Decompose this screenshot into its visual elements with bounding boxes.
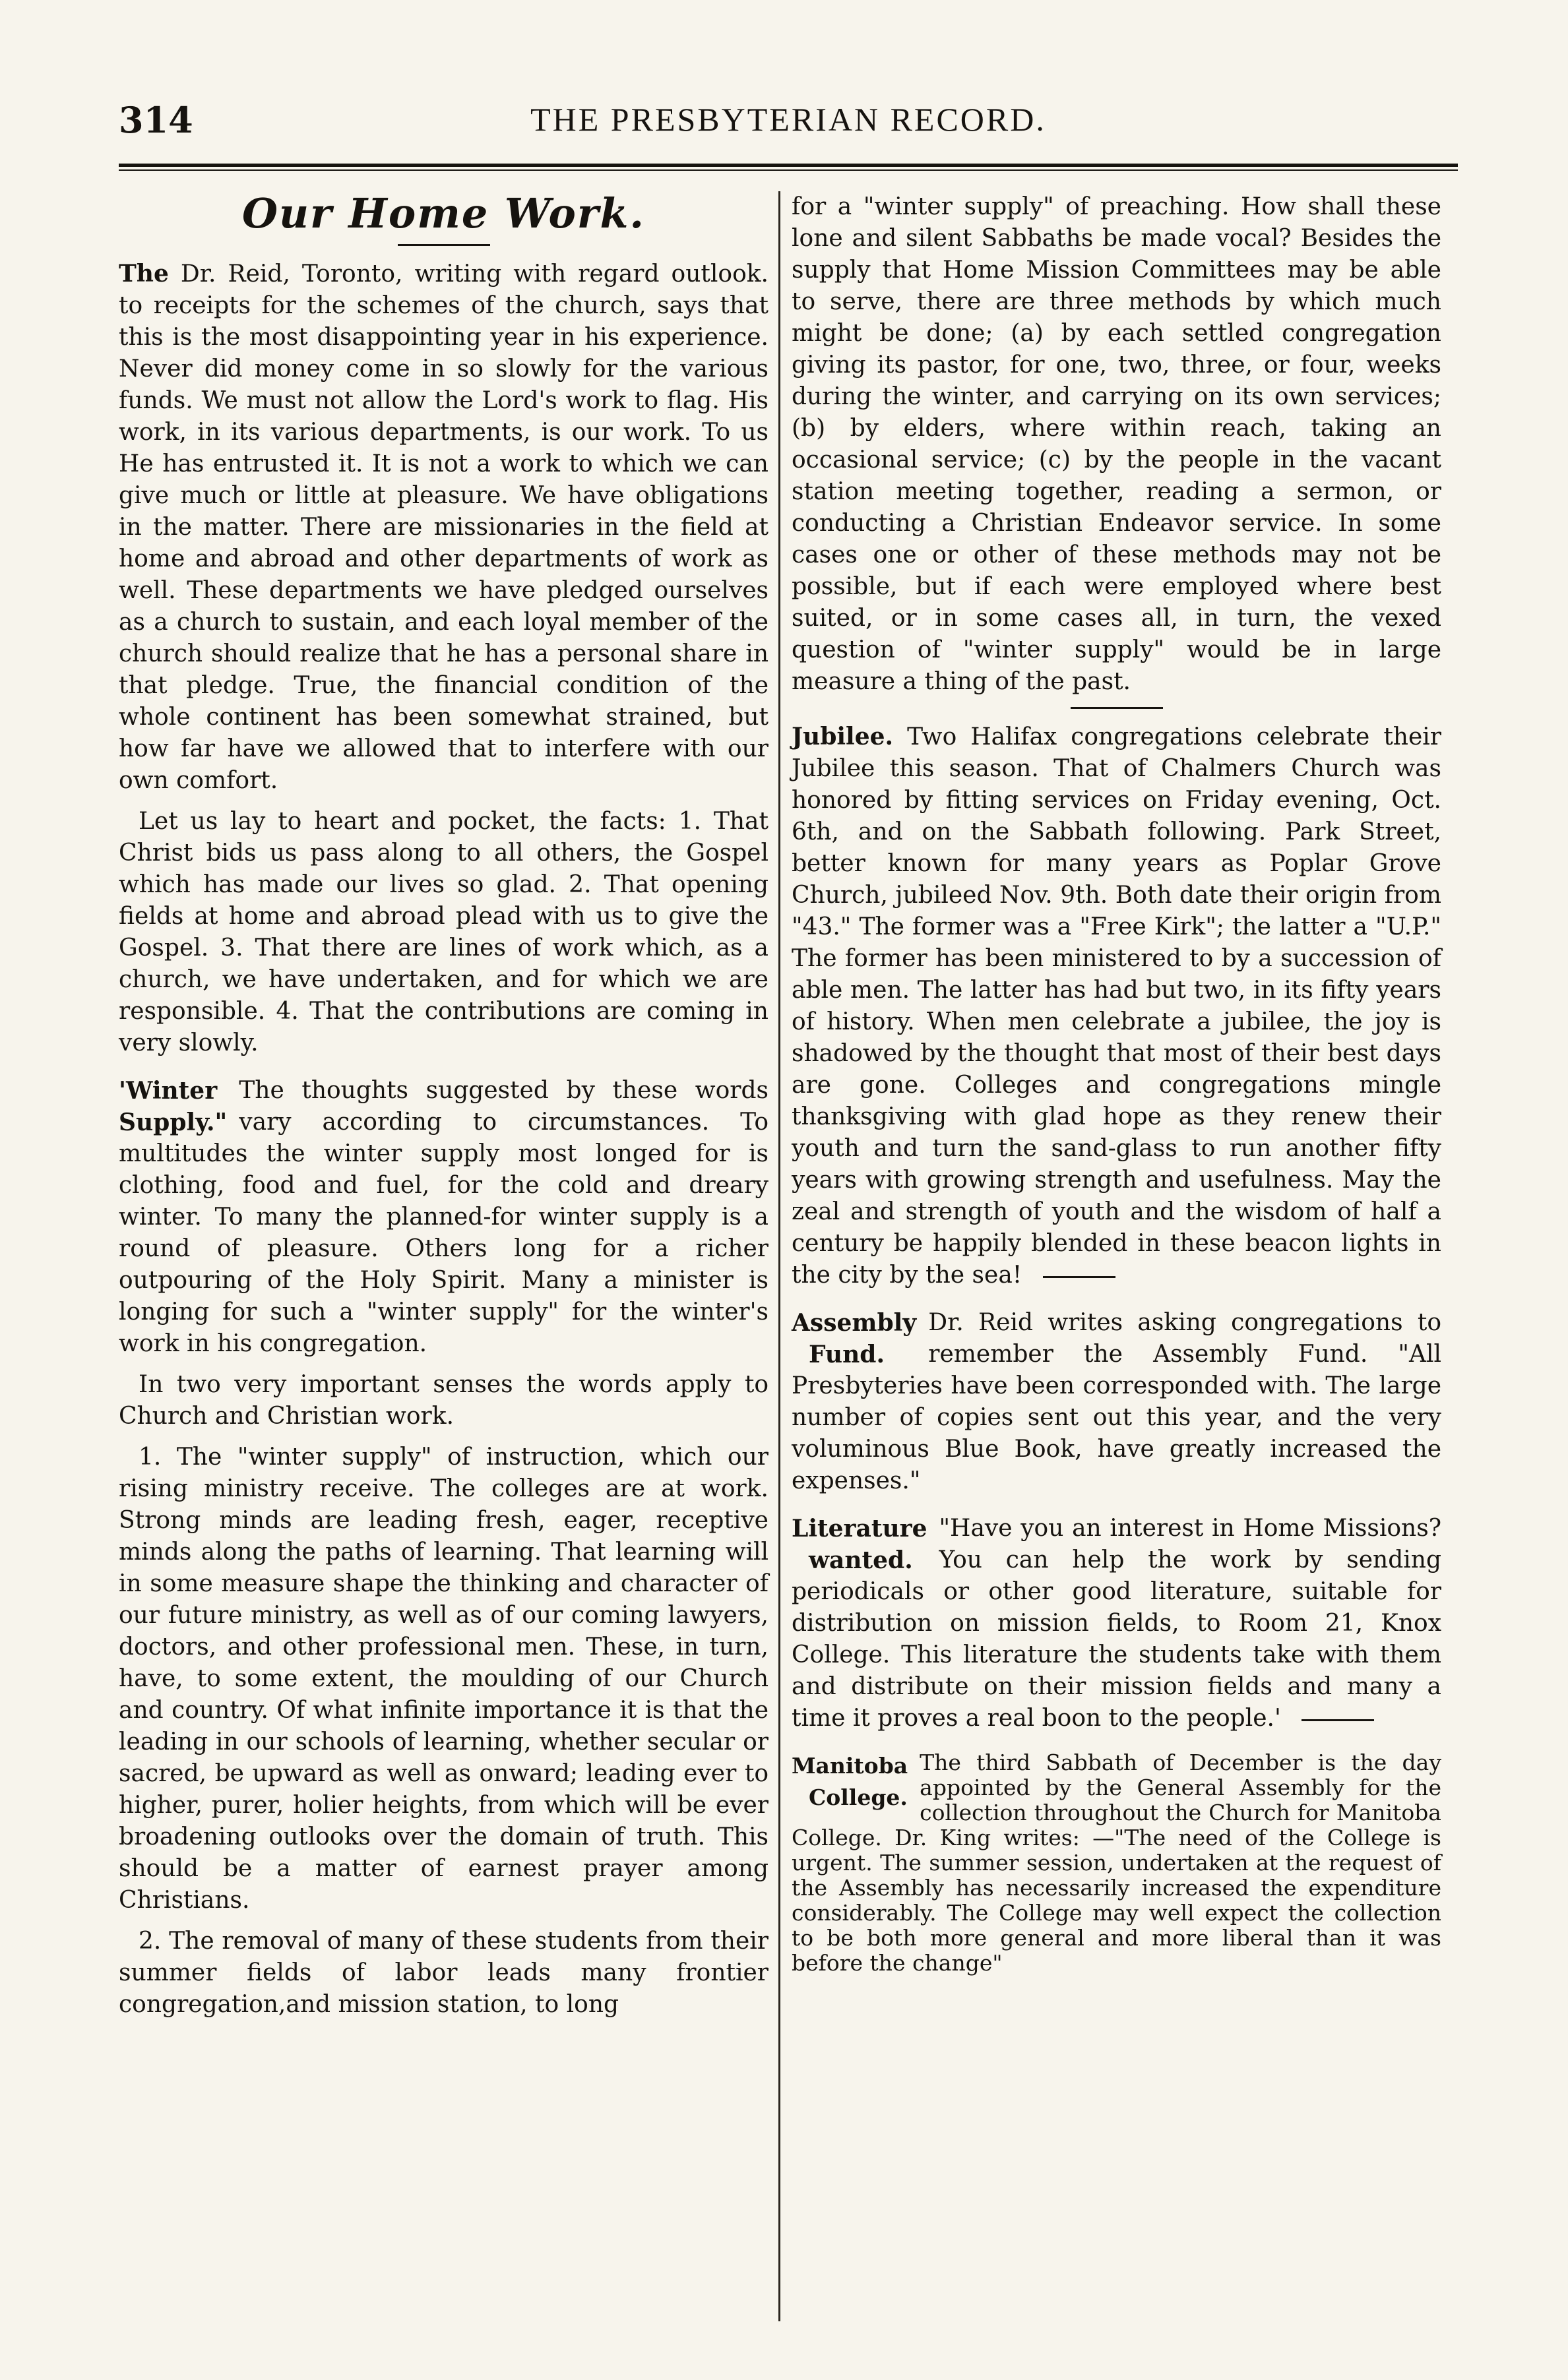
paragraph-two-senses: In two very important senses the words apply to Church and Christian work. [119, 1371, 768, 1430]
section-title: Our Home Work. [241, 189, 646, 237]
separator-rule [1071, 707, 1163, 709]
paragraph-winter-supply [119, 1075, 768, 1360]
side-heading-line-1: Assembly [792, 1309, 917, 1337]
side-heading-jubilee: Jubilee. [792, 723, 894, 750]
paragraph-outlook [119, 258, 768, 797]
left-column [119, 191, 768, 2030]
header-rule [119, 164, 1458, 167]
side-heading-line-2: Fund. [809, 1341, 885, 1368]
separator-rule [1043, 1276, 1115, 1278]
paragraph-text: "Have you an interest in Home Missions? You can help the work by sending periodicals or other good literature, suitable for distribution on mission fields, to Room 21, Knox College. This literature the students take with them and distribute on their mission fields and many a time it proves a real boon to the people.' [792, 1515, 1441, 1732]
side-heading-literature [792, 1513, 927, 1576]
side-heading-line-2: College. [809, 1785, 908, 1810]
side-heading-line-2: Supply." [119, 1109, 228, 1136]
side-heading-manitoba [792, 1750, 908, 1814]
column-divider [778, 191, 780, 2321]
page-number: 314 [119, 99, 193, 141]
paragraph-removal: 2. The removal of many of these students from their summer fields of labor leads many frontier congregation,and mission station, to long [119, 1928, 768, 2018]
side-heading-assembly-fund [792, 1307, 916, 1370]
header-rule-thin [119, 169, 1458, 171]
side-heading-line-1: 'Winter [119, 1077, 218, 1105]
separator-rule [1301, 1719, 1374, 1721]
page-header [119, 99, 1458, 158]
side-heading-line-2: wanted. [809, 1546, 913, 1574]
paragraph-text: The thoughts suggested by these words vary according to circumstances. To multitudes the winter supply most longed for is clothing, food and fuel, for the cold and dreary winter. To many the planned-for winter supply is a round of pleasure. Others long for a richer outpouring of the Holy Spirit. Many a minister is longing for such a "winter supply" for the winter's work in his congregation. [119, 1077, 768, 1357]
paragraph-manitoba [792, 1750, 1441, 1976]
right-column [792, 191, 1441, 1985]
paragraph-text: Two Halifax congregations celebrate their Jubilee this season. That of Chalmers Church was honored by fitting services on Friday evening, Oct. 6th, and on the Sabbath following. Park Street, better known for many years as Poplar Grove Church, jubileed Nov. 9th. Both date their origin from "43." The former was a "Free Kirk"; the latter a "U.P." The former has been ministered to by a succession of able men. The latter has had but two, in its fifty years of history. When men celebrate a jubilee, the joy is shadowed by the thought that most of their best days are gone. Colleges and congregations mingle thanksgiving with glad hope as they renew their youth and turn the sand-glass to run another fifty years with growing strength and usefulness. May the zeal and strength of youth and the wisdom of half a century be happily blended in these beacon lights in the city by the sea! [792, 723, 1441, 1289]
paragraph-assembly-fund [792, 1307, 1441, 1497]
running-head: THE PRESBYTERIAN RECORD. [530, 101, 1046, 138]
paragraph-instruction: 1. The "winter supply" of instruction, which our rising ministry receive. The colleges are at work. Strong minds are leading fresh, eager, receptive minds along the paths of learning. That learning will in some measure shape the thinking and character of our future ministry, as well as of our coming lawyers, doctors, and other professional men. These, in turn, have, to some extent, the moulding of our Church and country. Of what infinite importance it is that the leading in our schools of learning, whether secular or sacred, be upward as well as onward; leading ever to higher, purer, holier heights, from which will be ever broadening outlooks over the domain of truth. This should be a matter of earnest prayer among Christians. [119, 1444, 768, 1914]
paragraph-text: Dr. Reid writes asking congregations to remember the Assembly Fund. "All Presbyteries have been corresponded with. The large number of copies sent out this year, and the very voluminous Blue Book, have greatly increased the expenses." [792, 1309, 1441, 1494]
paragraph-preaching: for a "winter supply" of preaching. How shall these lone and silent Sabbaths be made vocal? Besides the supply that Home Mission Committees may be able to serve, there are three methods by which much might be done; (a) by each settled congregation giving its pastor, for one, two, three, or four, weeks during the winter, and carrying on its own services; (b) by elders, where within reach, taking an occasional service; (c) by the people in the vacant station meeting together, reading a sermon, or conducting a Christian Endeavor service. In some cases one or other of these methods may not be possible, but if each were employed where best suited, or in some cases all, in turn, the vexed question of "winter supply" would be in large measure a thing of the past. [792, 193, 1441, 695]
paragraph-literature [792, 1513, 1441, 1734]
paragraph-facts: Let us lay to heart and pocket, the facts: 1. That Christ bids us pass along to all others, the Gospel which has made our lives so glad. 2. That opening fields at home and abroad plead with us to give the Gospel. 3. That there are lines of work which, as a church, we have undertaken, and for which we are responsible. 4. That the contributions are coming in very slowly. [119, 808, 768, 1056]
lead-word: The [119, 260, 169, 288]
paragraph-text: Dr. Reid, Toronto, writing with regard outlook. to receipts for the schemes of the church, says that this is the most disappointing year in his experience. Never did money come in so slowly for the various funds. We must not allow the Lord's work to flag. His work, in its various departments, is our work. To us He has entrusted it. It is not a work to which we can give much or little at pleasure. We have obligations in the matter. There are missionaries in the field at home and abroad and other departments of work as well. These departments we have pledged ourselves as a church to sustain, and each loyal member of the church should realize that he has a personal share in that pledge. True, the financial condition of the whole continent has been somewhat strained, but how far have we allowed that to interfere with our own comfort. [119, 260, 768, 794]
side-heading-winter-supply [119, 1075, 227, 1138]
paragraph-text: The third Sabbath of December is the day appointed by the General Assembly for the collection throughout the Church for Manitoba College. Dr. King writes: —"The need of the College is urgent. The summer session, undertaken at the request of the Assembly has necessarily increased the expenditure considerably. The College may well expect the collection to be both more general and more liberal than it was before the change" [792, 1750, 1441, 1976]
title-rule [398, 244, 490, 246]
paragraph-jubilee [792, 721, 1441, 1291]
side-heading-line-1: Manitoba [792, 1753, 908, 1779]
side-heading-line-1: Literature [792, 1515, 927, 1542]
